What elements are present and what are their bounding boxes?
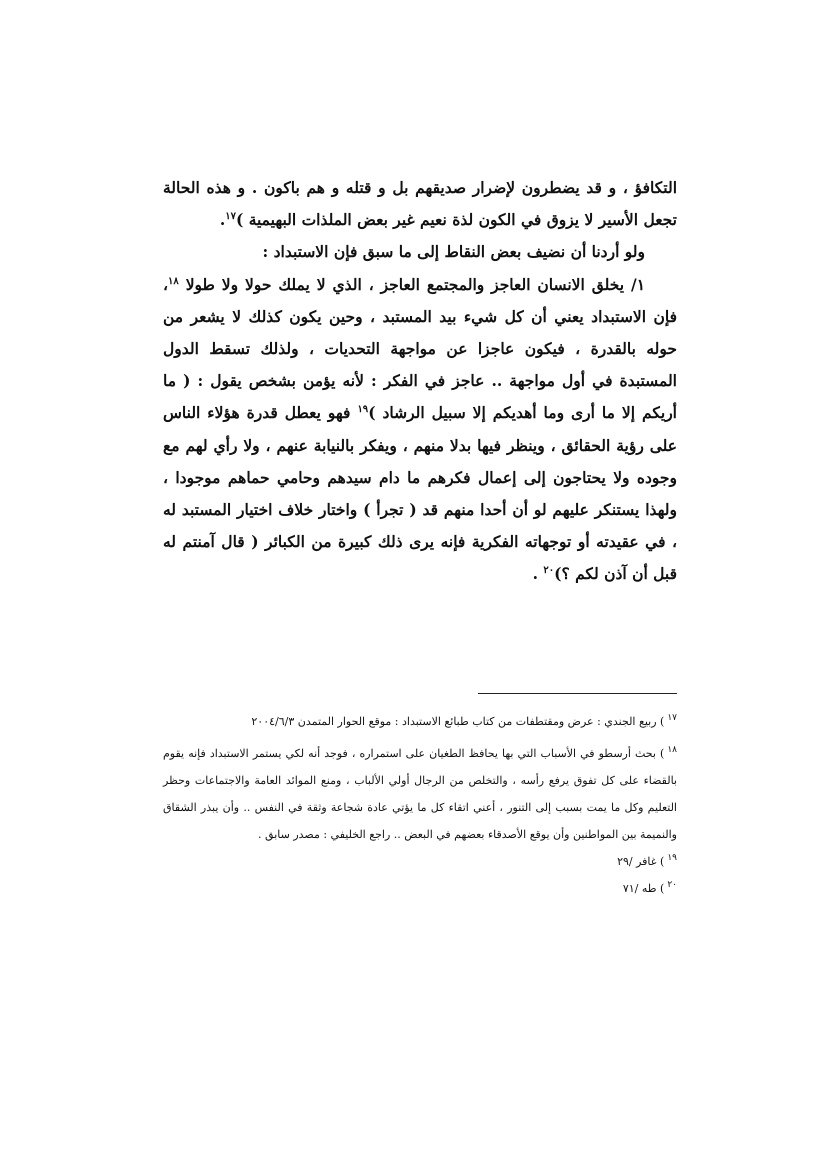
paragraph-1 xyxy=(163,172,677,236)
footnote-text: ) غافر /٢٩ xyxy=(617,855,665,868)
footnote-text: ) بحث أرسطو في الأسباب التي بها يحافظ الطغيان على استمراره ، فوجد أنه لكي يستمر الاستبداد فإنه يقوم بالقضاء على كل تفوق يرفع رأسه ، والتخلص من الرجال أولي الألباب ، ومنع الموائد العامة والاجتماعات وحظر التعليم وكل ما يمت بسبب إلى التنور ، أعني اتقاء كل ما يؤتي عادة شجاعة وثقة في النفس .. وأن يبذر الشقاق والنميمة بين المواطنين وأن يوقع الأصدقاء بعضهم في البعض .. راجع الخليفي : مصدر سابق . xyxy=(163,747,677,841)
paragraph-3-mid2: فهو يعطل قدرة هؤلاء الناس على رؤية الحقائق ، وينظر فيها بدلا منهم ، ويفكر بالنيابة عنهم ، ولا رأي لهم مع وجوده ولا يحتاجون إلى إعمال فكرهم ما دام سيدهم وحامي حماهم موجودا ، ولهذا يستنكر عليهم لو أن أحدا منهم قد ( تجرأ ) واختار خلاف اختيار المستبد له ، في عقيدته أو توجهاته الفكرية فإنه يرى ذلك كبيرة من الكبائر ( قال آمنتم له قبل أن آذن لكم ؟) xyxy=(163,403,677,584)
footnote-ref-20[interactable]: ٢٠ xyxy=(543,565,555,577)
footnote-text: ) طه /٧١ xyxy=(622,882,665,895)
footnote-number: ١٨ xyxy=(667,745,677,756)
paragraph-1-tail: . xyxy=(219,210,226,230)
paragraph-3 xyxy=(163,269,677,591)
footnote-20 xyxy=(163,875,677,902)
paragraph-3-lead: ١/ يخلق الانسان العاجز والمجتمع العاجز ، الذي لا يملك حولا ولا طولا xyxy=(185,274,646,294)
main-text xyxy=(163,172,677,591)
footnote-number: ٢٠ xyxy=(667,880,677,891)
footnote-ref-17[interactable]: ١٧ xyxy=(225,211,236,223)
footnote-ref-19[interactable]: ١٩ xyxy=(357,404,369,416)
footnote-ref-18[interactable]: ١٨ xyxy=(168,275,179,287)
footnote-number: ١٩ xyxy=(667,853,677,864)
footnotes xyxy=(163,708,677,902)
footnote-18 xyxy=(163,740,677,848)
footnote-17 xyxy=(163,708,677,735)
paragraph-1-text: التكافؤ ، و قد يضطرون لإضرار صديقهم بل و قتله و هم باكون . و هذه الحالة تجعل الأسير لا يزوق في الكون لذة نعيم غير بعض الملذات البهيمية ) xyxy=(163,178,677,230)
footnote-19 xyxy=(163,848,677,875)
footnote-separator xyxy=(478,693,677,694)
footnote-text: ) ربيع الجندي : عرض ومقتطفات من كتاب طبائع الاستبداد : موقع الحوار المتمدن ٢٠٠٤/٦/٣ xyxy=(251,715,665,728)
paragraph-3-tail: . xyxy=(532,564,538,584)
paragraph-3-mid1: ، فإن الاستبداد يعني أن كل شيء بيد المستبد ، وحين يكون كذلك لا يشعر من حوله بالقدرة ، فيكون عاجزا عن مواجهة التحديات ، ولذلك تسقط الدول المستبدة في أول مواجهة .. عاجز في الفكر : لأنه يؤمن بشخص يقول : ( ما أريكم إلا ما أرى وما أهديكم إلا سبيل الرشاد ) xyxy=(163,274,677,423)
paragraph-2: ولو أردنا أن نضيف بعض النقاط إلى ما سبق فإن الاستبداد : xyxy=(262,242,645,262)
footnote-number: ١٧ xyxy=(667,713,677,724)
